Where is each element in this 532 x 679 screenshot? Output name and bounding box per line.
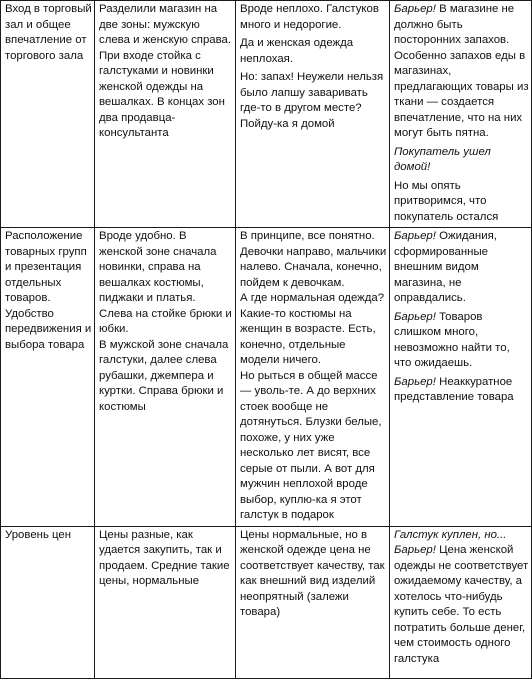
impression-text: А где нормальная одежда? Какие-то костюмы на женщин в возрасте. Есть, конечно, отдельные модели ничего.: [240, 292, 385, 366]
impression-text: В принципе, все понятно. Девочки направо, мальчики налево. Сначала, конечно, пойдем к девочкам.: [240, 230, 387, 289]
table-row: [1, 228, 532, 527]
description-text: В мужской зоне сначала галстуки, далее слева рубашки, джемпера и куртки. Справа брюки и костюмы: [99, 338, 229, 413]
description-cell: [95, 526, 236, 678]
barrier-label: Барьер!: [394, 544, 436, 556]
barrier-text: В магазине не должно быть посторонних запахов. Особенно запахов еды в магазинах, предлагающих товары из ткани — создается впечатление, что на них могут быть пятна.: [394, 3, 529, 139]
description-text: Слева на стойке брюки и юбки.: [99, 307, 232, 335]
barrier-label: Барьер!: [394, 310, 436, 323]
barrier-label: Барьер!: [394, 3, 436, 15]
aspect-cell: [1, 526, 95, 678]
impression-text: Вроде неплохо. Галстуков много и недорогие.: [240, 3, 379, 31]
barrier-label: Барьер!: [394, 375, 436, 388]
impression-text: Цены нормальные, но в женской одежде цена не соответствует качеству, так как внешний вид изделий неопрятный (залежи товара): [240, 528, 385, 618]
barrier-cell: [390, 228, 532, 527]
barrier-label: Покупатель ушел домой!: [394, 145, 491, 173]
impression-text: Да и женская одежда неплохая.: [240, 37, 354, 65]
barrier-text: Ожидания, сформированные внешним видом магазина, не оправдались.: [394, 230, 497, 304]
barrier-note: [394, 2, 529, 142]
description-text: Вроде удобно. В женской зоне сначала новинки, справа на вешалках костюмы, пиджаки и платья.: [99, 230, 217, 304]
barrier-note: [394, 229, 529, 307]
impression-cell: [236, 228, 390, 527]
barrier-note: [394, 543, 529, 667]
barrier-note: [394, 310, 529, 372]
impression-cell: [236, 1, 390, 228]
description-text: Цены разные, как удается закупить, так и продаем. Средние такие цены, нормальные: [99, 528, 230, 587]
table-row: [1, 1, 532, 228]
barrier-cell: [390, 1, 532, 228]
barrier-text: Но мы опять притворимся, что покупатель остался: [394, 179, 499, 223]
barrier-note: [394, 375, 529, 406]
barrier-label: Барьер!: [394, 230, 436, 242]
aspect-cell: [1, 228, 95, 527]
barrier-cell: [390, 526, 532, 678]
impression-text: Но: запах! Неужели нельзя было лапшу заваривать где-то в другом месте? Пойду-ка я домой: [240, 71, 384, 130]
description-cell: [95, 1, 236, 228]
description-text: Разделили магазин на две зоны: мужскую слева и женскую справа. При входе стойка с галстуками и новинки женской одежды на вешалках. В концах зон два продавца-консультанта: [99, 3, 232, 139]
barrier-text: Неаккуратное представление товара: [394, 375, 514, 403]
barrier-text: Цена женской одежды не соответствует ожидаемому качеству, а хотелось что-нибудь купить себе. То есть потратить больше денег, чем стоимость одного галстука: [394, 544, 529, 665]
table-row: [1, 526, 532, 678]
aspect-text: Уровень цен: [5, 528, 72, 541]
barrier-text: Товаров слишком много, невозможно найти то, что ожидаешь.: [394, 310, 510, 369]
barrier-note: [394, 528, 529, 544]
aspect-text: Расположение товарных групп и презентация отдельных товаров. Удобство передвижения и выбора товара: [5, 230, 92, 351]
aspect-text: Вход в торговый зал и общее впечатление от торгового зала: [5, 3, 92, 62]
aspect-cell: [1, 1, 95, 228]
barrier-note: [394, 145, 529, 176]
description-cell: [95, 228, 236, 527]
impression-text: Но рыться в общей массе — уволь‑те. А до верхних стоек вообще не дотянуться. Блузки белые, похоже, у них уже несколько лет висят, все серые от пыли. А вот для мужчин неплохой вроде выбор, куплю-ка я этот галстук в подарок: [240, 369, 382, 521]
impression-cell: [236, 526, 390, 678]
barrier-note: [394, 179, 529, 226]
barrier-label: Галстук куплен, но...: [394, 528, 507, 541]
